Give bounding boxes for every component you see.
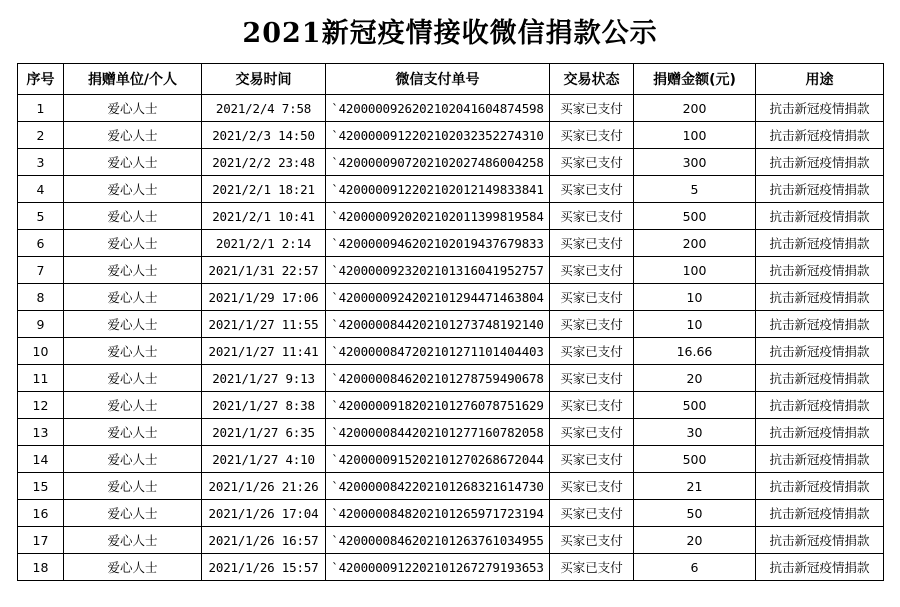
- cell-amount: 100: [634, 122, 756, 149]
- cell-no: 6: [18, 230, 64, 257]
- cell-amount: 300: [634, 149, 756, 176]
- cell-amount: 100: [634, 257, 756, 284]
- cell-donor: 爱心人士: [64, 176, 202, 203]
- cell-no: 4: [18, 176, 64, 203]
- table-row: [18, 500, 884, 527]
- cell-no: 10: [18, 338, 64, 365]
- cell-no: 3: [18, 149, 64, 176]
- cell-txn: `4200000912202102012149833841: [326, 176, 550, 203]
- cell-donor: 爱心人士: [64, 203, 202, 230]
- cell-donor: 爱心人士: [64, 527, 202, 554]
- cell-time: 2021/2/1 10:41: [202, 203, 326, 230]
- cell-no: 1: [18, 95, 64, 122]
- cell-amount: 30: [634, 419, 756, 446]
- cell-status: 买家已支付: [550, 365, 634, 392]
- cell-donor: 爱心人士: [64, 230, 202, 257]
- cell-use: 抗击新冠疫情捐款: [756, 473, 884, 500]
- cell-status: 买家已支付: [550, 473, 634, 500]
- header-txn: 微信支付单号: [326, 64, 550, 95]
- cell-time: 2021/1/26 16:57: [202, 527, 326, 554]
- cell-no: 18: [18, 554, 64, 581]
- cell-no: 8: [18, 284, 64, 311]
- header-status: 交易状态: [550, 64, 634, 95]
- cell-time: 2021/2/1 18:21: [202, 176, 326, 203]
- cell-txn: `4200000842202101268321614730: [326, 473, 550, 500]
- cell-time: 2021/1/27 8:38: [202, 392, 326, 419]
- cell-time: 2021/1/27 11:41: [202, 338, 326, 365]
- cell-donor: 爱心人士: [64, 446, 202, 473]
- table-row: [18, 473, 884, 500]
- cell-time: 2021/1/27 9:13: [202, 365, 326, 392]
- cell-status: 买家已支付: [550, 95, 634, 122]
- cell-status: 买家已支付: [550, 392, 634, 419]
- cell-txn: `4200000912202101267279193653: [326, 554, 550, 581]
- cell-txn: `4200000926202102041604874598: [326, 95, 550, 122]
- cell-status: 买家已支付: [550, 122, 634, 149]
- table-row: [18, 284, 884, 311]
- cell-time: 2021/1/26 17:04: [202, 500, 326, 527]
- cell-donor: 爱心人士: [64, 95, 202, 122]
- cell-txn: `4200000918202101276078751629: [326, 392, 550, 419]
- cell-txn: `4200000844202101277160782058: [326, 419, 550, 446]
- cell-donor: 爱心人士: [64, 338, 202, 365]
- cell-amount: 200: [634, 95, 756, 122]
- cell-use: 抗击新冠疫情捐款: [756, 338, 884, 365]
- table-row: [18, 338, 884, 365]
- cell-time: 2021/2/1 2:14: [202, 230, 326, 257]
- cell-txn: `4200000844202101273748192140: [326, 311, 550, 338]
- cell-amount: 500: [634, 392, 756, 419]
- cell-use: 抗击新冠疫情捐款: [756, 95, 884, 122]
- cell-no: 15: [18, 473, 64, 500]
- cell-use: 抗击新冠疫情捐款: [756, 500, 884, 527]
- cell-status: 买家已支付: [550, 311, 634, 338]
- table-row: [18, 95, 884, 122]
- table-row: [18, 176, 884, 203]
- cell-txn: `4200000920202102011399819584: [326, 203, 550, 230]
- cell-use: 抗击新冠疫情捐款: [756, 203, 884, 230]
- cell-status: 买家已支付: [550, 446, 634, 473]
- cell-donor: 爱心人士: [64, 365, 202, 392]
- cell-amount: 21: [634, 473, 756, 500]
- cell-amount: 20: [634, 527, 756, 554]
- cell-donor: 爱心人士: [64, 500, 202, 527]
- cell-status: 买家已支付: [550, 203, 634, 230]
- cell-no: 14: [18, 446, 64, 473]
- cell-txn: `4200000923202101316041952757: [326, 257, 550, 284]
- cell-txn: `4200000846202101263761034955: [326, 527, 550, 554]
- cell-txn: `4200000846202101278759490678: [326, 365, 550, 392]
- cell-status: 买家已支付: [550, 257, 634, 284]
- cell-time: 2021/1/27 4:10: [202, 446, 326, 473]
- cell-no: 7: [18, 257, 64, 284]
- table-row: [18, 446, 884, 473]
- cell-time: 2021/2/4 7:58: [202, 95, 326, 122]
- table-row: [18, 554, 884, 581]
- cell-use: 抗击新冠疫情捐款: [756, 446, 884, 473]
- cell-time: 2021/2/3 14:50: [202, 122, 326, 149]
- cell-time: 2021/1/29 17:06: [202, 284, 326, 311]
- cell-txn: `4200000946202102019437679833: [326, 230, 550, 257]
- cell-no: 12: [18, 392, 64, 419]
- cell-txn: `4200000912202102032352274310: [326, 122, 550, 149]
- cell-donor: 爱心人士: [64, 284, 202, 311]
- cell-use: 抗击新冠疫情捐款: [756, 230, 884, 257]
- cell-status: 买家已支付: [550, 527, 634, 554]
- table-row: [18, 419, 884, 446]
- header-amount: 捐赠金额(元): [634, 64, 756, 95]
- cell-status: 买家已支付: [550, 176, 634, 203]
- cell-amount: 200: [634, 230, 756, 257]
- cell-status: 买家已支付: [550, 554, 634, 581]
- cell-time: 2021/1/27 11:55: [202, 311, 326, 338]
- cell-status: 买家已支付: [550, 419, 634, 446]
- cell-donor: 爱心人士: [64, 419, 202, 446]
- cell-amount: 16.66: [634, 338, 756, 365]
- cell-status: 买家已支付: [550, 230, 634, 257]
- cell-donor: 爱心人士: [64, 473, 202, 500]
- cell-status: 买家已支付: [550, 284, 634, 311]
- cell-no: 17: [18, 527, 64, 554]
- cell-use: 抗击新冠疫情捐款: [756, 311, 884, 338]
- table-row: [18, 392, 884, 419]
- cell-use: 抗击新冠疫情捐款: [756, 527, 884, 554]
- cell-use: 抗击新冠疫情捐款: [756, 284, 884, 311]
- table-row: [18, 257, 884, 284]
- cell-donor: 爱心人士: [64, 311, 202, 338]
- cell-use: 抗击新冠疫情捐款: [756, 176, 884, 203]
- header-donor: 捐赠单位/个人: [64, 64, 202, 95]
- cell-use: 抗击新冠疫情捐款: [756, 257, 884, 284]
- header-no: 序号: [18, 64, 64, 95]
- cell-txn: `4200000848202101265971723194: [326, 500, 550, 527]
- cell-status: 买家已支付: [550, 149, 634, 176]
- header-time: 交易时间: [202, 64, 326, 95]
- cell-use: 抗击新冠疫情捐款: [756, 122, 884, 149]
- cell-txn: `4200000915202101270268672044: [326, 446, 550, 473]
- cell-txn: `4200000847202101271101404403: [326, 338, 550, 365]
- cell-no: 13: [18, 419, 64, 446]
- cell-no: 5: [18, 203, 64, 230]
- cell-use: 抗击新冠疫情捐款: [756, 554, 884, 581]
- table-row: [18, 122, 884, 149]
- cell-use: 抗击新冠疫情捐款: [756, 365, 884, 392]
- table-body: [18, 95, 884, 581]
- cell-time: 2021/2/2 23:48: [202, 149, 326, 176]
- cell-donor: 爱心人士: [64, 149, 202, 176]
- cell-time: 2021/1/26 15:57: [202, 554, 326, 581]
- table-row: [18, 203, 884, 230]
- cell-time: 2021/1/26 21:26: [202, 473, 326, 500]
- cell-txn: `4200000907202102027486004258: [326, 149, 550, 176]
- cell-status: 买家已支付: [550, 338, 634, 365]
- cell-amount: 50: [634, 500, 756, 527]
- cell-no: 2: [18, 122, 64, 149]
- table-row: [18, 311, 884, 338]
- cell-amount: 6: [634, 554, 756, 581]
- cell-time: 2021/1/27 6:35: [202, 419, 326, 446]
- cell-txn: `4200000924202101294471463804: [326, 284, 550, 311]
- cell-no: 11: [18, 365, 64, 392]
- cell-no: 9: [18, 311, 64, 338]
- header-use: 用途: [756, 64, 884, 95]
- cell-donor: 爱心人士: [64, 554, 202, 581]
- table-header-row: [18, 64, 884, 95]
- cell-donor: 爱心人士: [64, 122, 202, 149]
- cell-use: 抗击新冠疫情捐款: [756, 392, 884, 419]
- table-row: [18, 149, 884, 176]
- cell-time: 2021/1/31 22:57: [202, 257, 326, 284]
- cell-donor: 爱心人士: [64, 392, 202, 419]
- cell-amount: 20: [634, 365, 756, 392]
- cell-use: 抗击新冠疫情捐款: [756, 149, 884, 176]
- cell-donor: 爱心人士: [64, 257, 202, 284]
- table-row: [18, 365, 884, 392]
- cell-use: 抗击新冠疫情捐款: [756, 419, 884, 446]
- cell-status: 买家已支付: [550, 500, 634, 527]
- cell-amount: 5: [634, 176, 756, 203]
- page-title: 2021新冠疫情接收微信捐款公示: [242, 18, 658, 49]
- table-row: [18, 230, 884, 257]
- table-row: [18, 527, 884, 554]
- cell-amount: 500: [634, 203, 756, 230]
- donation-table: [17, 63, 884, 581]
- cell-no: 16: [18, 500, 64, 527]
- cell-amount: 10: [634, 311, 756, 338]
- cell-amount: 10: [634, 284, 756, 311]
- cell-amount: 500: [634, 446, 756, 473]
